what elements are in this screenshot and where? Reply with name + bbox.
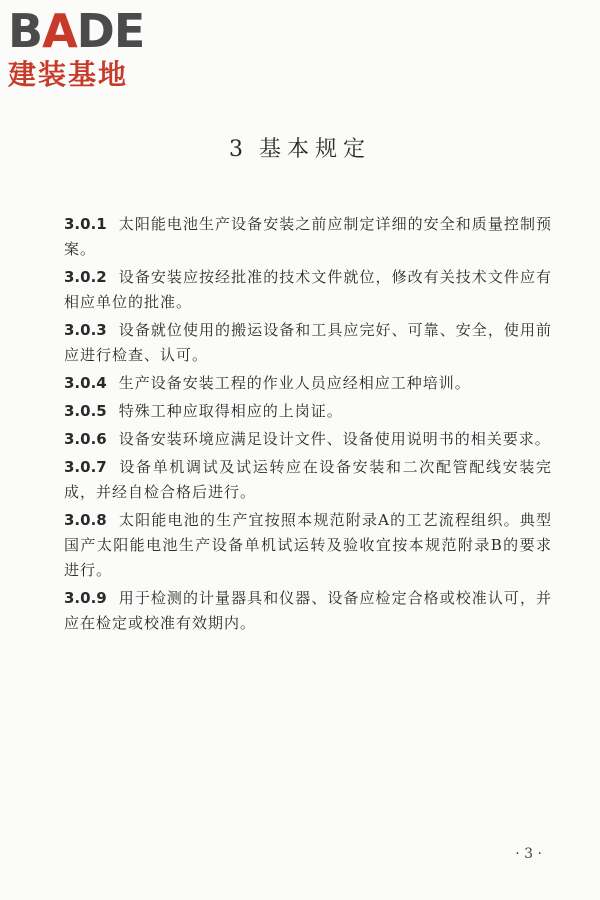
clause-text: 特殊工种应取得相应的上岗证。 xyxy=(118,402,343,420)
clause-number: 3.0.3 xyxy=(64,321,107,339)
logo-wordmark xyxy=(8,6,178,56)
logo-letters-de: DE xyxy=(76,4,145,58)
clause-item xyxy=(64,371,552,396)
clause-text: 设备就位使用的搬运设备和工具应完好、可靠、安全，使用前应进行检查、认可。 xyxy=(64,321,552,364)
clause-item xyxy=(64,586,552,636)
clause-item xyxy=(64,318,552,368)
clause-number: 3.0.2 xyxy=(64,268,107,286)
clause-text: 设备单机调试及试运转应在设备安装和二次配管配线安装完成，并经自检合格后进行。 xyxy=(64,458,552,501)
logo-letter-a: A xyxy=(42,4,77,58)
clause-number: 3.0.8 xyxy=(64,511,107,529)
clause-text: 设备安装应按经批准的技术文件就位，修改有关技术文件应有相应单位的批准。 xyxy=(64,268,552,311)
chapter-title xyxy=(0,132,600,163)
clause-item xyxy=(64,427,552,452)
logo-subtitle: 建装基地 xyxy=(8,58,129,91)
chapter-heading: 基本规定 xyxy=(258,137,371,162)
clause-number: 3.0.4 xyxy=(64,374,107,392)
clause-item xyxy=(64,399,552,424)
clause-number: 3.0.9 xyxy=(64,589,107,607)
clause-text: 用于检测的计量器具和仪器、设备应检定合格或校准认可，并应在检定或校准有效期内。 xyxy=(64,589,552,632)
clause-item xyxy=(64,265,552,315)
chapter-number: 3 xyxy=(228,137,249,162)
clause-text: 太阳能电池生产设备安装之前应制定详细的安全和质量控制预案。 xyxy=(64,215,552,258)
clause-number: 3.0.1 xyxy=(64,215,107,233)
clause-text: 设备安装环境应满足设计文件、设备使用说明书的相关要求。 xyxy=(118,430,551,448)
clause-item xyxy=(64,455,552,505)
clause-item xyxy=(64,212,552,262)
clause-list xyxy=(64,212,552,639)
clause-number: 3.0.6 xyxy=(64,430,107,448)
bade-logo xyxy=(8,6,178,92)
clause-item xyxy=(64,508,552,583)
clause-number: 3.0.7 xyxy=(64,458,107,476)
page-number: · 3 · xyxy=(515,846,542,862)
clause-text: 生产设备安装工程的作业人员应经相应工种培训。 xyxy=(118,374,471,392)
clause-number: 3.0.5 xyxy=(64,402,107,420)
logo-letter-b: B xyxy=(8,4,43,58)
clause-text: 太阳能电池的生产宜按照本规范附录A的工艺流程组织。典型国产太阳能电池生产设备单机试运转及验收宜按本规范附录B的要求进行。 xyxy=(64,511,552,579)
